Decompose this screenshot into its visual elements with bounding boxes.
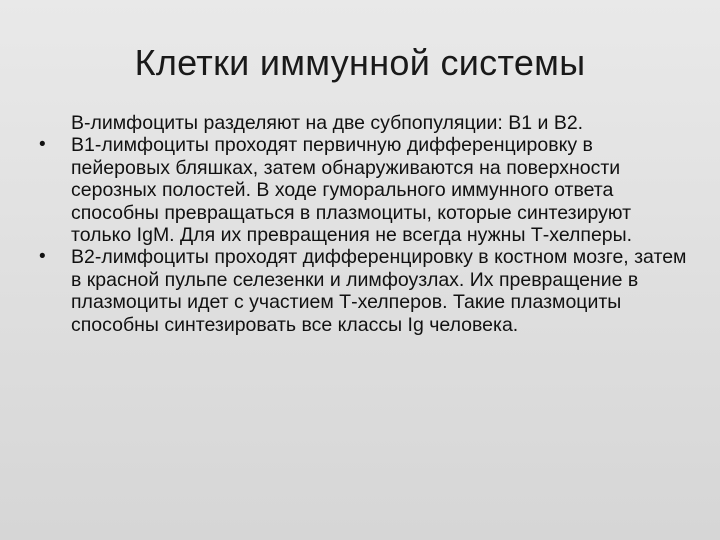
bullet-marker: •: [39, 246, 46, 268]
bullet-list: [36, 134, 696, 336]
bullet-item-b2: [36, 246, 696, 336]
bullet-marker: •: [39, 134, 46, 156]
bullet-text: B2-лимфоциты проходят дифференцировку в костном мозге, затем в красной пульпе селезенки и лимфоузлах. Их превращение в плазмоциты идет с участием Т-хелперов. Такие плазмоциты способны синтезировать все классы Ig человека.: [71, 246, 687, 336]
bullet-text: B1-лимфоциты проходят первичную дифференцировку в пейеровых бляшках, затем обнаруживаются на поверхности серозных полостей. В ходе гуморального иммунного ответа способны превращаться в плазмоциты, которые синтезируют только IgM. Для их превращения не всегда нужны Т-хелперы.: [71, 134, 633, 247]
bullet-item-b1: [36, 134, 696, 246]
slide-content: [36, 112, 696, 336]
intro-text: B-лимфоциты разделяют на две субпопуляции: B1 и B2.: [71, 112, 584, 134]
slide-title: Клетки иммунной системы: [134, 42, 586, 83]
